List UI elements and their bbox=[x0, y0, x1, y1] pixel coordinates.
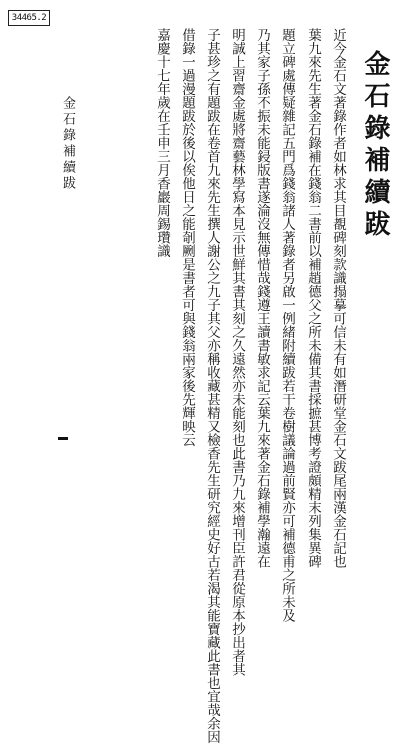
text-column: 明誠上習齋金處將齋藝林學寫本見示世鮮其書其刻之久遠然亦未能刻也此書乃九來增刊臣許君從原本抄出者其 bbox=[229, 28, 245, 676]
colophon-date-column: 嘉慶十七年歲在壬申三月香巖周錫瓚識 bbox=[154, 28, 170, 258]
text-column: 題立碑處傳疑雜記五門爲錢翁諸人著錄者另啟一例緒附續跋若干卷樹議論過前賢亦可補德甫之所未及 bbox=[279, 28, 295, 622]
text-column: 借錄一過漫題跋於後以俟他日之能剞劂是書者可與錢翁兩家後先輝映云 bbox=[179, 28, 195, 447]
library-stamp: 34465.2 bbox=[8, 10, 50, 26]
page-title: 金石錄補續跋 bbox=[360, 50, 390, 242]
text-column: 乃其家子孫不振未能鋟版書遂淪沒無傳惜哉錢遵王讀書敏求記云葉九來著金石錄補學瀚遠在 bbox=[254, 28, 270, 568]
text-column: 近今金石文著錄作者如林求其目覩碑刻款識搨摹可信未有如潛研堂金石文跋尾兩漢金石記也 bbox=[330, 28, 346, 568]
margin-mark bbox=[58, 437, 68, 440]
text-column: 葉九來先生著金石錄補在錢翁二書前以補趙德父之所未備其書採摭甚博考證頗精末列集異碑 bbox=[305, 28, 321, 568]
page-margin-title: 金石錄補續跋 bbox=[60, 96, 75, 192]
text-column: 子甚珍之有題跋在卷首九來先生撰人謝公之九子其父亦稱收藏甚精又檢香先生研究經史好古若渴其能寶藏此書也宜哉余因 bbox=[204, 28, 220, 744]
